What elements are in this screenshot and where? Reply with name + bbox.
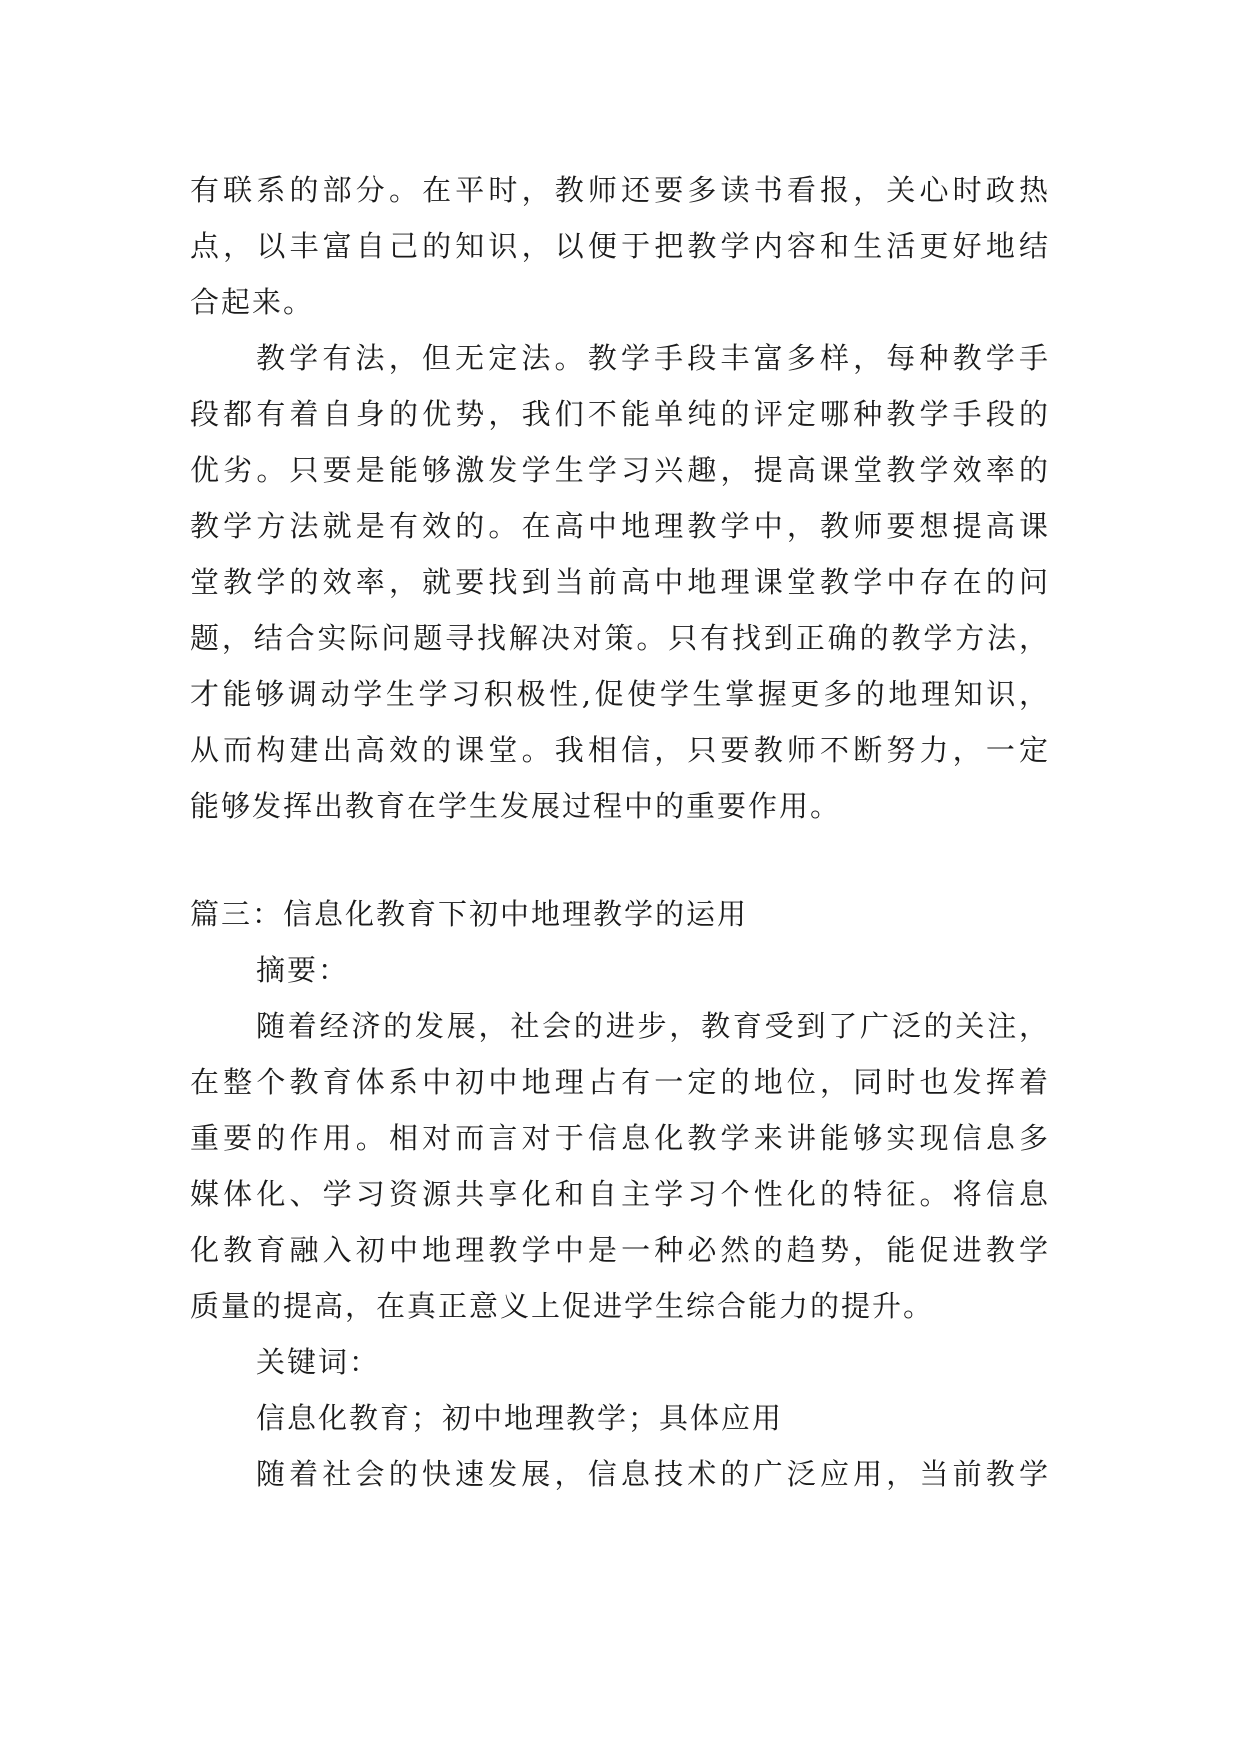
paragraph-4 xyxy=(190,1446,1050,1502)
text-line: 化教育融入初中地理教学中是一种必然的趋势，能促进教学 xyxy=(190,1233,1050,1267)
document-body xyxy=(190,162,1050,1502)
text-line: 优劣。只要是能够激发学生学习兴趣，提高课堂教学效率的 xyxy=(190,453,1050,487)
section-title: 篇三：信息化教育下初中地理教学的运用 xyxy=(190,897,749,931)
text-line: 从而构建出高效的课堂。我相信，只要教师不断努力，一定 xyxy=(190,733,1050,767)
text-line: 教学有法，但无定法。教学手段丰富多样，每种教学手 xyxy=(256,341,1050,375)
text-line: 能够发挥出教育在学生发展过程中的重要作用。 xyxy=(190,789,842,823)
text-line: 重要的作用。相对而言对于信息化教学来讲能够实现信息多 xyxy=(190,1121,1050,1155)
text-line: 媒体化、学习资源共享化和自主学习个性化的特征。将信息 xyxy=(190,1177,1050,1211)
text-line: 才能够调动学生学习积极性,促使学生掌握更多的地理知识， xyxy=(190,677,1050,711)
paragraph-abstract xyxy=(190,998,1050,1334)
section-spacer xyxy=(190,834,1050,886)
paragraph-2 xyxy=(190,330,1050,834)
text-line: 段都有着自身的优势，我们不能单纯的评定哪种教学手段的 xyxy=(190,397,1050,431)
text-line: 质量的提高，在真正意义上促进学生综合能力的提升。 xyxy=(190,1289,935,1323)
keywords-label: 关键词： xyxy=(256,1345,381,1379)
abstract-label: 摘要： xyxy=(256,953,350,987)
text-line: 点，以丰富自己的知识，以便于把教学内容和生活更好地结 xyxy=(190,229,1050,263)
text-line: 随着经济的发展，社会的进步，教育受到了广泛的关注， xyxy=(256,1009,1050,1043)
text-line: 随着社会的快速发展，信息技术的广泛应用，当前教学 xyxy=(256,1457,1050,1491)
text-line: 在整个教育体系中初中地理占有一定的地位，同时也发挥着 xyxy=(190,1065,1050,1099)
keywords-text: 信息化教育；初中地理教学；具体应用 xyxy=(256,1401,784,1435)
text-line: 堂教学的效率，就要找到当前高中地理课堂教学中存在的问 xyxy=(190,565,1050,599)
text-line: 题，结合实际问题寻找解决对策。只有找到正确的教学方法， xyxy=(190,621,1050,655)
text-line: 有联系的部分。在平时，教师还要多读书看报，关心时政热 xyxy=(190,173,1050,207)
paragraph-1 xyxy=(190,162,1050,330)
text-line: 合起来。 xyxy=(190,285,315,319)
text-line: 教学方法就是有效的。在高中地理教学中，教师要想提高课 xyxy=(190,509,1050,543)
